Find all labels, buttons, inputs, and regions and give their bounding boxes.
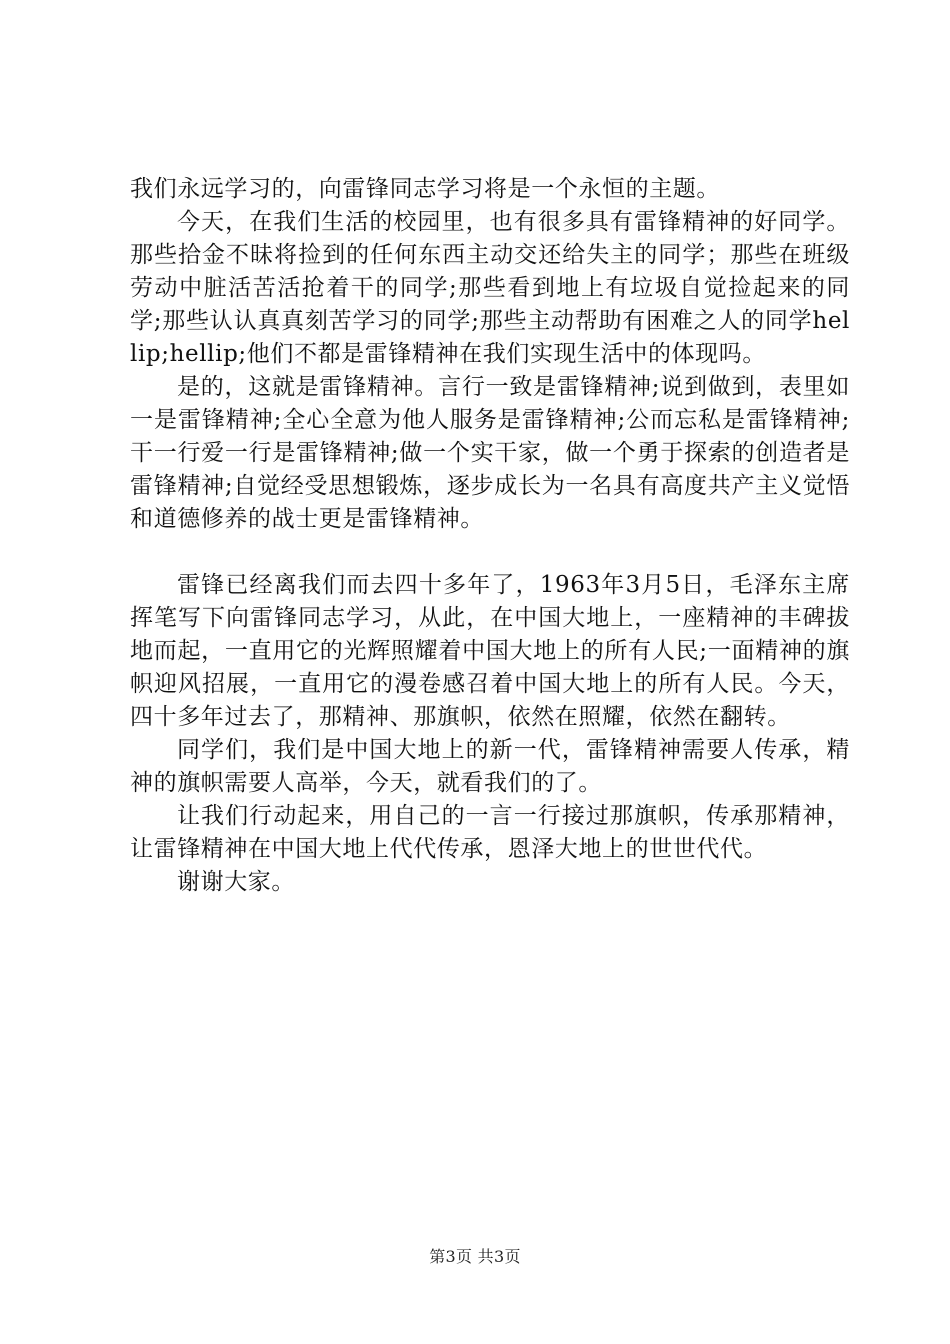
paragraph: 让我们行动起来，用自己的一言一行接过那旗帜，传承那精神，让雷锋精神在中国大地上代代传承，恩泽大地上的世世代代。: [130, 803, 850, 862]
document-body: [130, 173, 850, 899]
paragraph: 同学们，我们是中国大地上的新一代，雷锋精神需要人传承，精神的旗帜需要人高举，今天，就看我们的了。: [130, 737, 850, 796]
page-number-footer: 第3页 共3页: [429, 1247, 521, 1266]
paragraph: 雷锋已经离我们而去四十多年了，1963年3月5日，毛泽东主席挥笔写下向雷锋同志学习，从此，在中国大地上，一座精神的丰碑拔地而起，一直用它的光辉照耀着中国大地上的所有人民;一面精神的旗帜迎风招展，一直用它的漫卷感召着中国大地上的所有人民。今天，四十多年过去了，那精神、那旗帜，依然在照耀，依然在翻转。: [130, 572, 850, 730]
paragraph: 谢谢大家。: [177, 869, 295, 895]
paragraph-spacer: [130, 536, 850, 569]
paragraph: 是的，这就是雷锋精神。言行一致是雷锋精神;说到做到，表里如一是雷锋精神;全心全意为他人服务是雷锋精神;公而忘私是雷锋精神;干一行爱一行是雷锋精神;做一个实干家，做一个勇于探索的创造者是雷锋精神;自觉经受思想锻炼，逐步成长为一名具有高度共产主义觉悟和道德修养的战士更是雷锋精神。: [130, 374, 850, 532]
paragraph: 我们永远学习的，向雷锋同志学习将是一个永恒的主题。: [130, 176, 720, 202]
paragraph: 今天，在我们生活的校园里，也有很多具有雷锋精神的好同学。那些拾金不昧将捡到的任何东西主动交还给失主的同学；那些在班级劳动中脏活苦活抢着干的同学;那些看到地上有垃圾自觉捡起来的同学;那些认认真真刻苦学习的同学;那些主动帮助有困难之人的同学hellip;hellip;他们不都是雷锋精神在我们实现生活中的体现吗。: [130, 209, 850, 367]
